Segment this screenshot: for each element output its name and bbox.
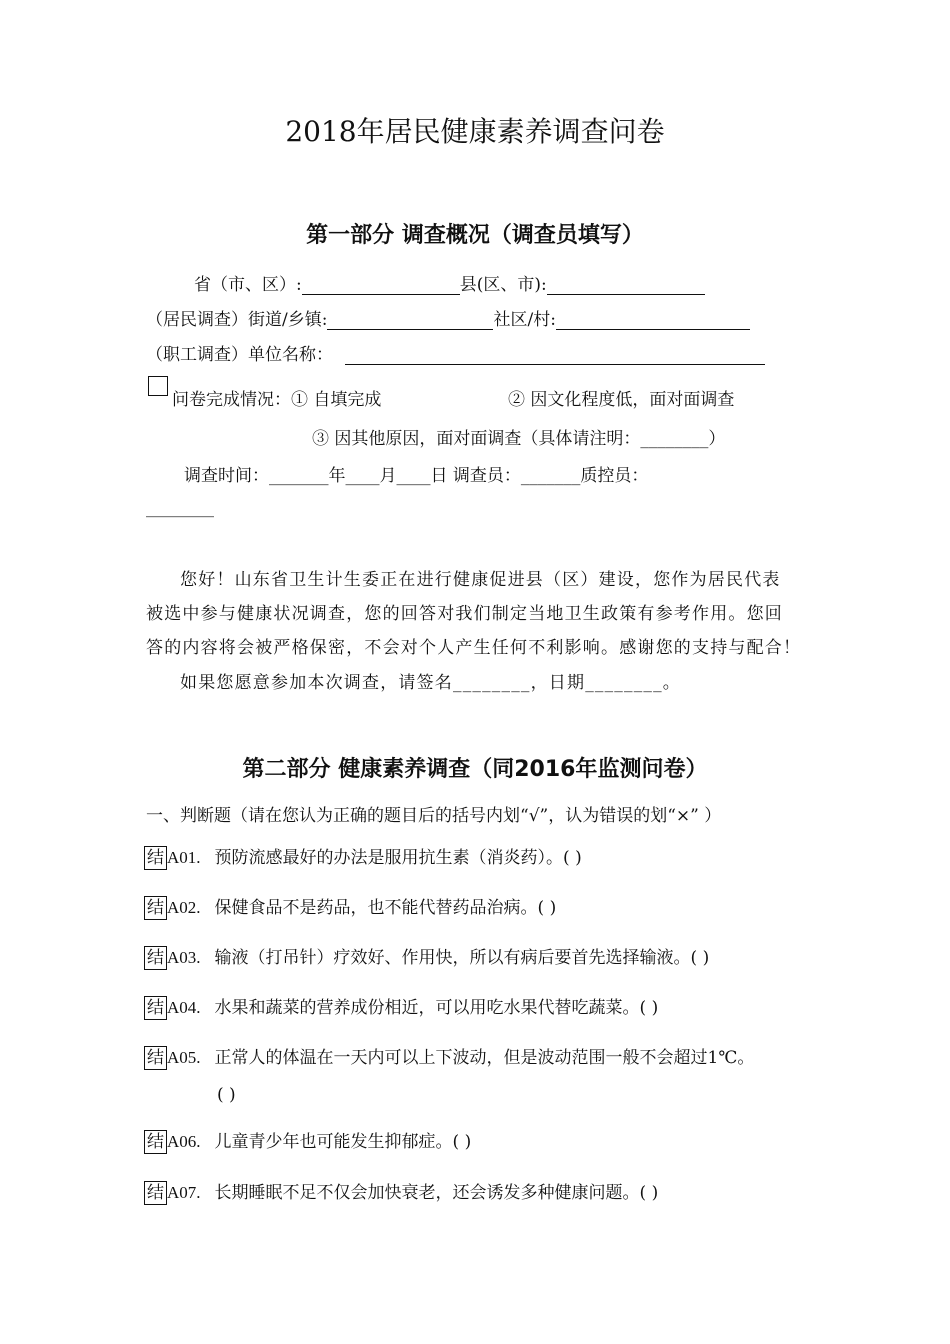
province-field[interactable] — [302, 276, 460, 295]
part2-heading: 第二部分 健康素养调查（同2016年监测问卷） — [242, 757, 708, 782]
community-field[interactable] — [556, 311, 750, 330]
intro-line-1: 您好！山东省卫生计生委正在进行健康促进县（区）建设，您作为居民代表 — [180, 570, 781, 590]
question-text: 长期睡眠不足不仅会加快衰老，还会诱发多种健康问题。( ) — [214, 1183, 659, 1203]
survey-time-line-cont: ________ — [146, 498, 214, 518]
intro-signature: 如果您愿意参加本次调查，请签名________，日期________。 — [180, 673, 681, 693]
question-id: A04. — [167, 998, 201, 1017]
question-text: 预防流感最好的办法是服用抗生素（消炎药）。( ) — [214, 848, 582, 868]
question-text: 水果和蔬菜的营养成份相近，可以用吃水果代替吃蔬菜。( ) — [214, 998, 659, 1018]
question-id: A01. — [167, 848, 201, 867]
completion-option-3: ③ 因其他原因，面对面调查（具体请注明：________） — [312, 429, 726, 449]
unit-row — [146, 340, 765, 365]
unit-field[interactable] — [345, 346, 765, 365]
question-a02 — [144, 893, 556, 920]
completion-label: 问卷完成情况：① 自填完成 — [172, 390, 382, 410]
question-a07 — [144, 1178, 658, 1205]
question-a01 — [144, 843, 582, 870]
answer-box[interactable]: 结 — [144, 846, 167, 870]
answer-box[interactable]: 结 — [144, 1181, 167, 1205]
answer-box[interactable]: 结 — [144, 1046, 167, 1070]
question-a04 — [144, 993, 658, 1020]
community-label: 社区/村: — [493, 310, 556, 330]
completion-option-2: ② 因文化程度低，面对面调查 — [508, 390, 735, 410]
answer-box[interactable]: 结 — [144, 946, 167, 970]
question-text: 保健食品不是药品，也不能代替药品治病。( ) — [214, 898, 557, 918]
question-a05-paren: ( ) — [217, 1085, 236, 1105]
intro-line-3: 答的内容将会被严格保密，不会对个人产生任何不利影响。感谢您的支持与配合！ — [146, 638, 802, 658]
answer-box[interactable]: 结 — [144, 996, 167, 1020]
question-id: A05. — [167, 1048, 201, 1067]
question-a06 — [144, 1127, 471, 1154]
question-id: A06. — [167, 1132, 201, 1151]
question-a03 — [144, 943, 709, 970]
question-text: 正常人的体温在一天内可以上下波动，但是波动范围一般不会超过1℃。 — [214, 1048, 755, 1068]
question-id: A03. — [167, 948, 201, 967]
street-row — [146, 305, 750, 330]
province-row — [194, 270, 705, 295]
unit-label: （职工调查）单位名称： — [146, 345, 333, 365]
completion-checkbox[interactable] — [148, 376, 168, 396]
part1-heading: 第一部分 调查概况（调查员填写） — [306, 223, 644, 248]
page-title: 2018年居民健康素养调查问卷 — [285, 115, 665, 148]
question-text: 输液（打吊针）疗效好、作用快，所以有病后要首先选择输液。( ) — [214, 948, 710, 968]
province-label: 省（市、区）: — [194, 275, 302, 295]
question-text: 儿童青少年也可能发生抑郁症。( ) — [214, 1132, 472, 1152]
survey-time-line: 调查时间：_______年____月____日 调查员：_______质控员： — [184, 466, 649, 486]
question-id: A02. — [167, 898, 201, 917]
county-field[interactable] — [547, 276, 705, 295]
county-label: 县(区、市): — [459, 275, 547, 295]
answer-box[interactable]: 结 — [144, 1130, 167, 1154]
section-label: 一、判断题（请在您认为正确的题目后的括号内划“√”，认为错误的划“×” ） — [146, 806, 722, 826]
answer-box[interactable]: 结 — [144, 896, 167, 920]
question-a05 — [144, 1043, 754, 1070]
street-label: （居民调查）街道/乡镇: — [146, 310, 328, 330]
street-field[interactable] — [327, 311, 493, 330]
question-id: A07. — [167, 1183, 201, 1202]
intro-line-2: 被选中参与健康状况调查，您的回答对我们制定当地卫生政策有参考作用。您回 — [146, 604, 783, 624]
